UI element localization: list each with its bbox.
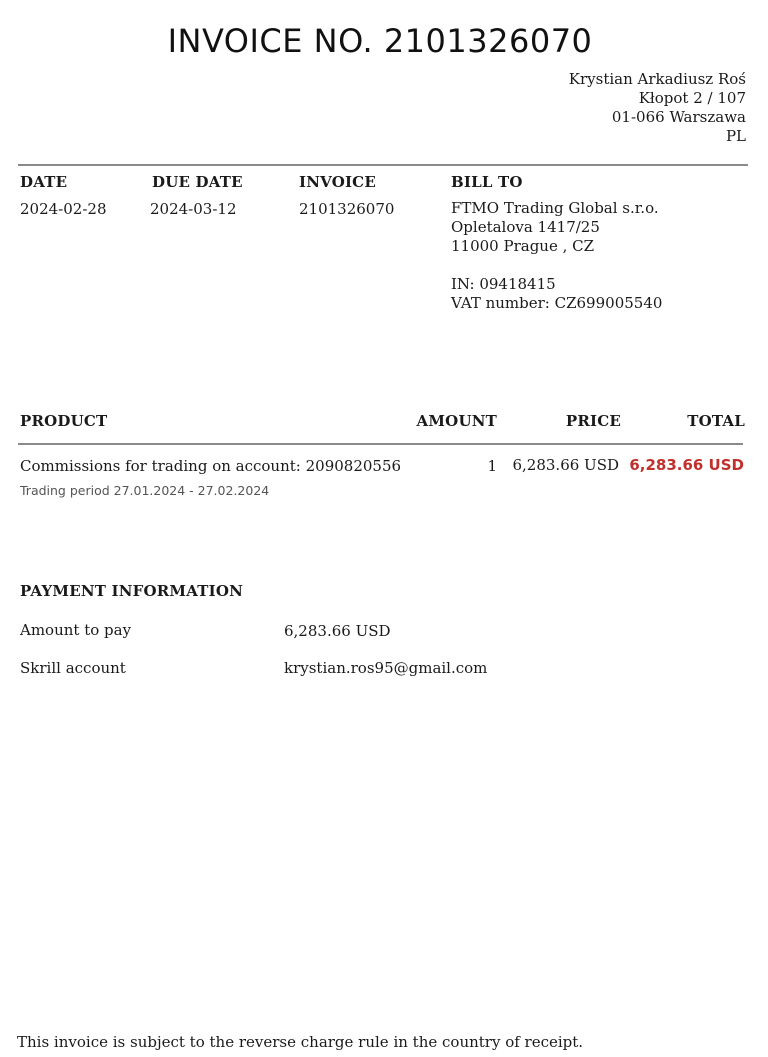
date-label: DATE	[20, 173, 68, 191]
product-header: PRODUCT	[20, 412, 108, 430]
table-row-price: 6,283.66 USD	[512, 456, 619, 474]
table-row-period: Trading period 27.01.2024 - 27.02.2024	[20, 483, 270, 498]
table-row-total: 6,283.66 USD	[629, 456, 744, 474]
seller-street: Kłopot 2 / 107	[638, 89, 746, 107]
amount-header: AMOUNT	[416, 412, 497, 430]
due-date-label: DUE DATE	[152, 173, 243, 191]
bill-to-in: IN: 09418415	[451, 275, 556, 293]
bill-to-name: FTMO Trading Global s.r.o.	[451, 199, 659, 217]
due-date: 2024-03-12	[150, 200, 237, 218]
reverse-charge-note: This invoice is subject to the reverse charge rule in the country of receipt.	[17, 1033, 584, 1051]
total-header: TOTAL	[687, 412, 745, 430]
bill-to-label: BILL TO	[451, 173, 523, 191]
amount-to-pay: 6,283.66 USD	[284, 622, 391, 640]
price-header: PRICE	[565, 412, 621, 430]
bill-to-address	[451, 199, 662, 313]
amount-to-pay-label: Amount to pay	[20, 621, 132, 639]
invoice-label: INVOICE	[299, 173, 376, 191]
seller-country: PL	[725, 127, 746, 145]
payment-heading: PAYMENT INFORMATION	[20, 582, 244, 600]
table-row-product: Commissions for trading on account: 2090820556	[20, 457, 402, 475]
invoice-number: 2101326070	[299, 200, 395, 218]
invoice-title: INVOICE NO. 2101326070	[167, 22, 593, 60]
header-divider	[18, 164, 748, 166]
bill-to-street: Opletalova 1417/25	[451, 218, 600, 236]
items-divider	[18, 443, 743, 445]
seller-address	[569, 70, 746, 146]
bill-to-vat: VAT number: CZ699005540	[451, 294, 663, 312]
seller-name: Krystian Arkadiusz Roś	[568, 70, 746, 88]
table-row-amount: 1	[487, 457, 497, 475]
seller-city: 01-066 Warszawa	[611, 108, 746, 126]
skrill-account: krystian.ros95@gmail.com	[284, 659, 488, 677]
invoice-date: 2024-02-28	[20, 200, 107, 218]
bill-to-city: 11000 Prague , CZ	[451, 237, 595, 255]
skrill-label: Skrill account	[20, 659, 126, 677]
